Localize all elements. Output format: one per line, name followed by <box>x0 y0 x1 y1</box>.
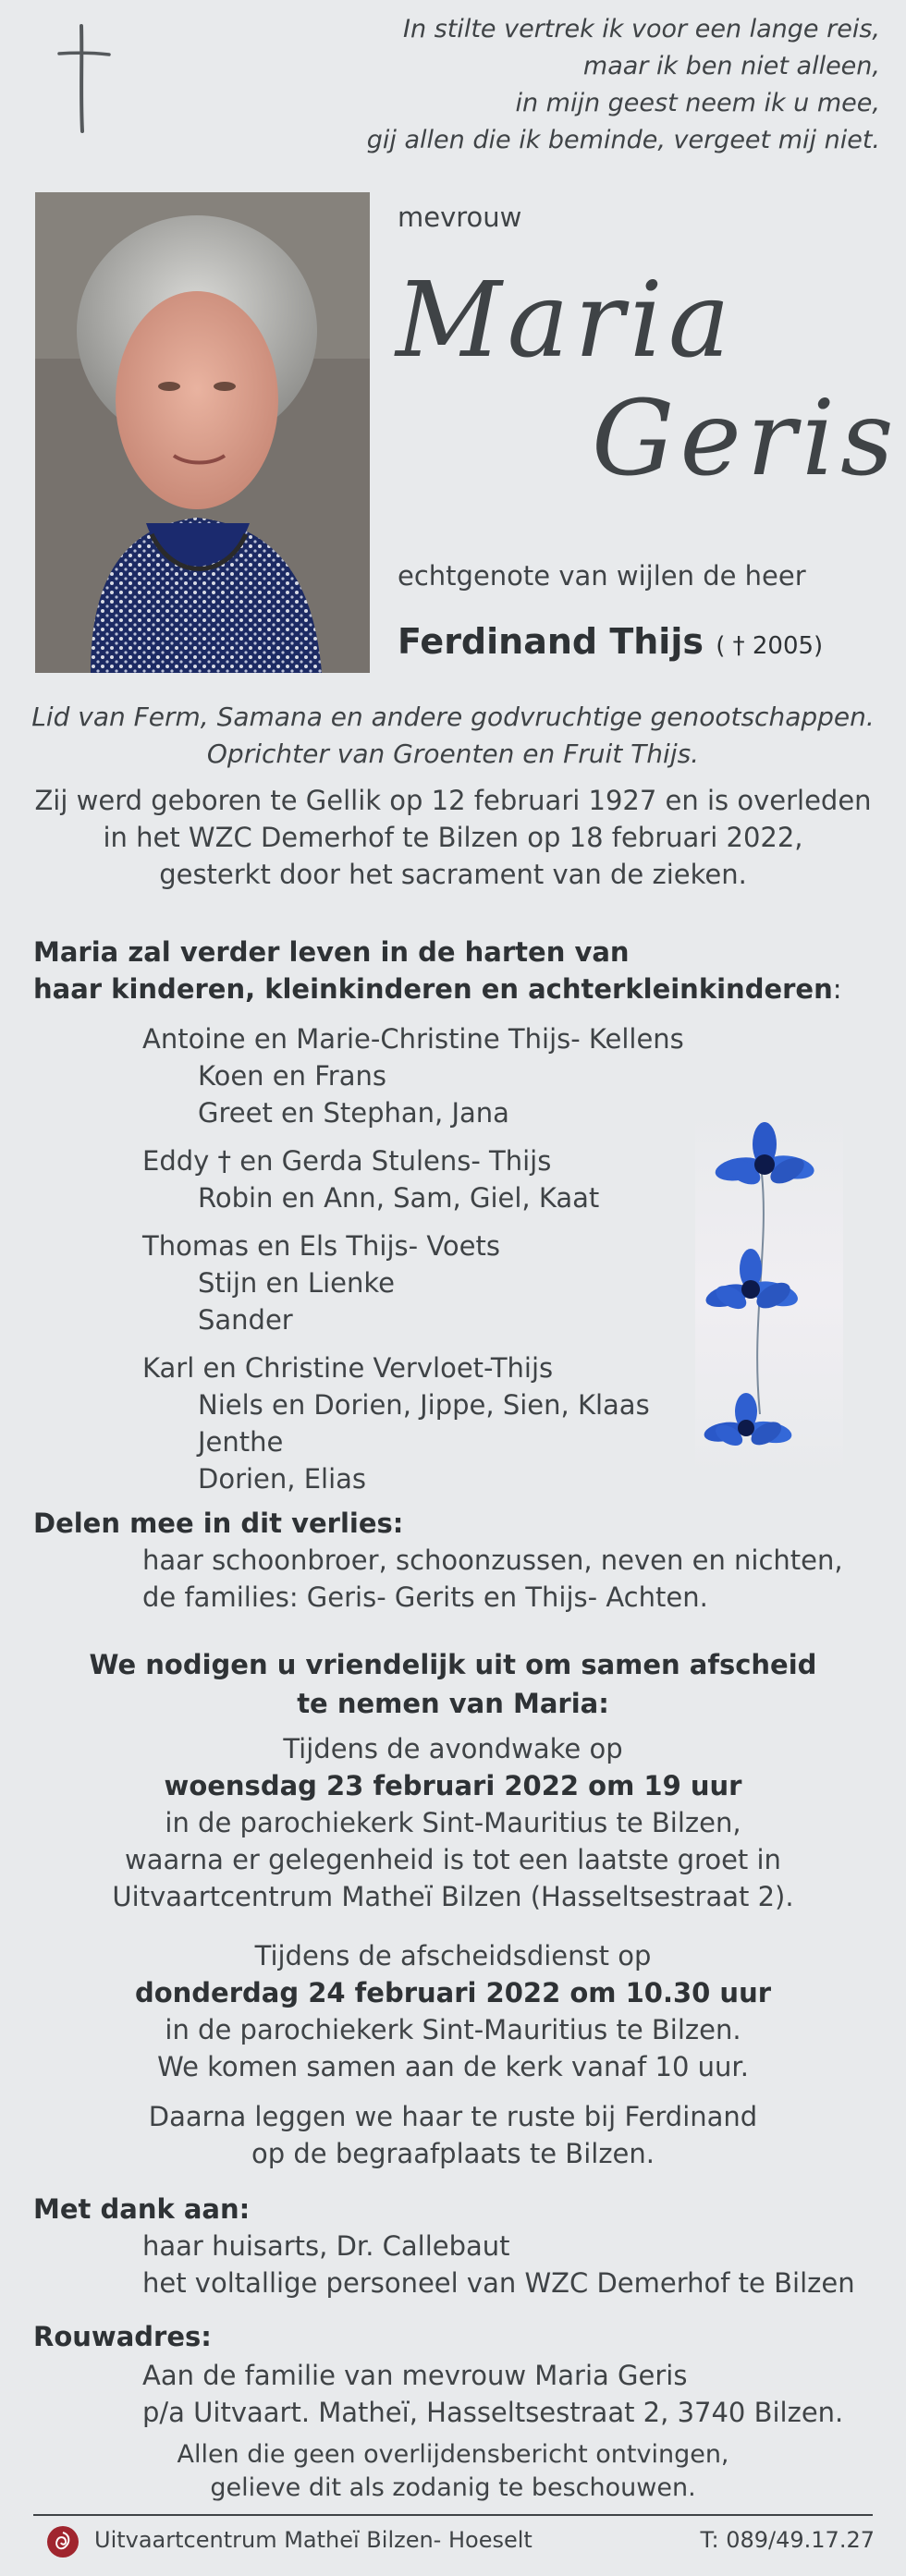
memberships <box>0 699 906 773</box>
family-child: Jenthe <box>198 1426 284 1458</box>
footer-phone: T: 089/49.17.27 <box>700 2527 875 2553</box>
poem-line: gij allen die ik beminde, vergeet mij niet. <box>366 126 880 154</box>
membership-line: Lid van Ferm, Samana en andere godvruchtige genootschappen. <box>31 702 875 732</box>
wake-info <box>0 1730 906 1915</box>
notice-line: Allen die geen overlijdensbericht ontvingen, <box>177 2440 729 2469</box>
family-child: Sander <box>198 1304 293 1336</box>
wake-line: in de parochiekerk Sint-Mauritius te Bilzen, <box>165 1807 741 1838</box>
birth-death-line: Zij werd geboren te Gellik op 12 februari 1927 en is overleden <box>34 785 872 816</box>
burial-info <box>0 2098 906 2172</box>
family-parent: Thomas en Els Thijs- Voets <box>142 1230 500 1262</box>
family-child: Dorien, Elias <box>198 1463 367 1495</box>
spouse-name-line <box>398 621 823 662</box>
service-line: in de parochiekerk Sint-Mauritius te Bilzen. <box>165 2014 741 2045</box>
birth-death-line: gesterkt door het sacrament van de zieken. <box>159 859 747 890</box>
poem <box>233 11 880 159</box>
footer-divider <box>33 2514 873 2516</box>
wake-line: waarna er gelegenheid is tot een laatste groet in <box>125 1844 781 1875</box>
burial-line: Daarna leggen we haar te ruste bij Ferdinand <box>148 2101 758 2132</box>
cross-icon <box>54 22 113 135</box>
poem-line: In stilte vertrek ik voor een lange reis, <box>403 15 880 43</box>
thanks-list <box>142 2228 855 2301</box>
family-intro-colon: : <box>832 973 842 1005</box>
address-line: p/a Uitvaart. Matheï, Hasseltsestraat 2, 3740 Bilzen. <box>142 2397 844 2428</box>
rose-logo-icon <box>46 2525 80 2558</box>
birth-death-line: in het WZC Demerhof te Bilzen op 18 februari 2022, <box>103 822 803 853</box>
invite-line: We nodigen u vriendelijk uit om samen afscheid <box>89 1649 817 1680</box>
service-date: donderdag 24 februari 2022 om 10.30 uur <box>134 1977 772 2008</box>
deceased-last-name: Geris <box>592 379 900 499</box>
notice-line: gelieve dit als zodanig te beschouwen. <box>210 2473 696 2502</box>
flowers-illustration <box>695 1109 843 1479</box>
spouse-name: Ferdinand Thijs <box>398 621 704 662</box>
burial-line: op de begraafplaats te Bilzen. <box>251 2138 655 2169</box>
family-intro-line2 <box>33 971 842 1007</box>
footer-company: Uitvaartcentrum Matheï Bilzen- Hoeselt <box>94 2527 533 2553</box>
invite <box>0 1645 906 1723</box>
family-parent: Eddy † en Gerda Stulens- Thijs <box>142 1145 552 1177</box>
deceased-first-name: Maria <box>396 261 736 381</box>
share-loss-line: haar schoonbroer, schoonzussen, neven en nichten, <box>142 1544 843 1576</box>
family-child: Niels en Dorien, Jippe, Sien, Klaas <box>198 1389 650 1421</box>
service-line: We komen samen aan de kerk vanaf 10 uur. <box>157 2051 749 2082</box>
service-info <box>0 1937 906 2085</box>
thanks-line: het voltallige personeel van WZC Demerhof te Bilzen <box>142 2267 855 2299</box>
share-loss-title: Delen mee in dit verlies: <box>33 1508 404 1539</box>
wake-date: woensdag 23 februari 2022 om 19 uur <box>164 1770 742 1801</box>
thanks-line: haar huisarts, Dr. Callebaut <box>142 2230 510 2262</box>
title-mevrouw: mevrouw <box>398 201 522 233</box>
family-intro-text: haar kinderen, kleinkinderen en achterkleinkinderen <box>33 973 833 1005</box>
spouse-death: ( † 2005) <box>716 632 824 660</box>
portrait-illustration <box>35 192 370 673</box>
family-child: Stijn en Lienke <box>198 1267 395 1299</box>
share-loss-list <box>142 1542 843 1616</box>
family-parent: Karl en Christine Vervloet-Thijs <box>142 1352 554 1384</box>
birth-death-text <box>0 782 906 893</box>
portrait-photo <box>35 192 370 673</box>
service-intro: Tijdens de afscheidsdienst op <box>254 1940 652 1972</box>
poem-line: maar ik ben niet alleen, <box>582 52 880 80</box>
family-child: Koen en Frans <box>198 1060 386 1092</box>
poem-line: in mijn geest neem ik u mee, <box>515 89 880 117</box>
address-line: Aan de familie van mevrouw Maria Geris <box>142 2360 688 2391</box>
family-list <box>142 1020 684 1497</box>
thanks-title: Met dank aan: <box>33 2193 251 2225</box>
wake-line: Uitvaartcentrum Matheï Bilzen (Hasseltsestraat 2). <box>112 1881 794 1912</box>
family-intro <box>33 934 842 1007</box>
family-child: Robin en Ann, Sam, Giel, Kaat <box>198 1182 600 1214</box>
invite-line: te nemen van Maria: <box>297 1688 609 1719</box>
wake-intro: Tijdens de avondwake op <box>283 1733 623 1764</box>
address-title: Rouwadres: <box>33 2321 212 2352</box>
spouse-intro: echtgenote van wijlen de heer <box>398 560 806 592</box>
address-lines <box>142 2357 843 2431</box>
family-parent: Antoine en Marie-Christine Thijs- Kellens <box>142 1023 684 1055</box>
family-child: Greet en Stephan, Jana <box>198 1097 509 1129</box>
membership-line: Oprichter van Groenten en Fruit Thijs. <box>206 739 700 769</box>
share-loss-line: de families: Geris- Gerits en Thijs- Achten. <box>142 1581 708 1613</box>
notice <box>0 2438 906 2505</box>
family-intro-line: Maria zal verder leven in de harten van <box>33 936 630 968</box>
